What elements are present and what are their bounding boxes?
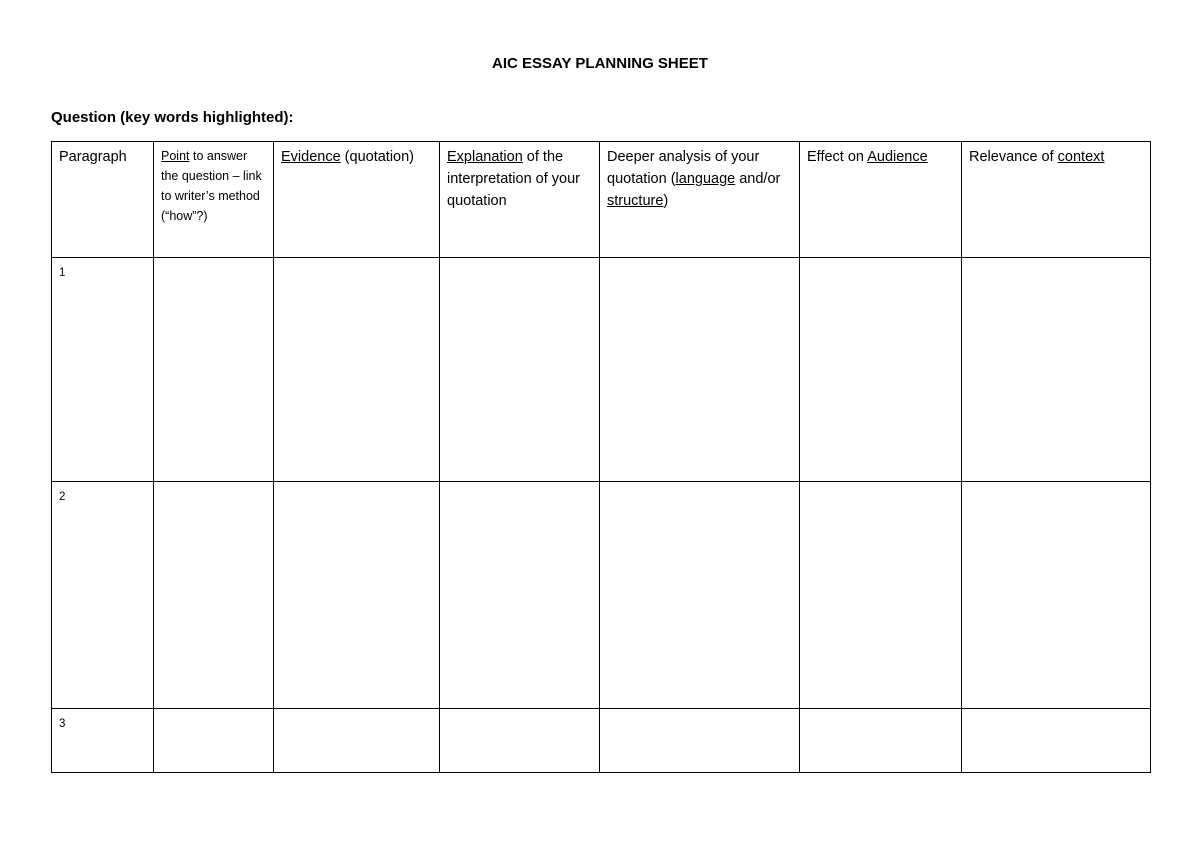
row-number: 1 xyxy=(52,258,154,482)
table-cell[interactable] xyxy=(800,482,962,709)
header-explanation: Explanation of the interpretation of your quotation xyxy=(440,142,600,258)
table-cell[interactable] xyxy=(274,709,440,773)
table-cell[interactable] xyxy=(154,709,274,773)
table-cell[interactable] xyxy=(600,709,800,773)
table-cell[interactable] xyxy=(440,709,600,773)
table-cell[interactable] xyxy=(274,258,440,482)
table-cell[interactable] xyxy=(600,482,800,709)
table-row xyxy=(52,258,1151,482)
header-point: Point to answer the question – link to writer’s method (“how”?) xyxy=(154,142,274,258)
table-row xyxy=(52,709,1151,773)
planning-table xyxy=(51,141,1151,773)
header-paragraph: Paragraph xyxy=(52,142,154,258)
header-relevance-of-context: Relevance of context xyxy=(962,142,1151,258)
header-deeper-analysis: Deeper analysis of your quotation (language and/or structure) xyxy=(600,142,800,258)
table-cell[interactable] xyxy=(800,258,962,482)
table-cell[interactable] xyxy=(154,258,274,482)
question-label: Question (key words highlighted): xyxy=(51,109,294,126)
row-number: 2 xyxy=(52,482,154,709)
table-cell[interactable] xyxy=(440,482,600,709)
row-number: 3 xyxy=(52,709,154,773)
table-cell[interactable] xyxy=(440,258,600,482)
table-cell[interactable] xyxy=(962,709,1151,773)
table-row xyxy=(52,482,1151,709)
header-row xyxy=(52,142,1151,258)
table-cell[interactable] xyxy=(274,482,440,709)
header-effect-on-audience: Effect on Audience xyxy=(800,142,962,258)
table-cell[interactable] xyxy=(962,482,1151,709)
page-title: AIC ESSAY PLANNING SHEET xyxy=(492,55,708,72)
table-cell[interactable] xyxy=(600,258,800,482)
table-cell[interactable] xyxy=(800,709,962,773)
table-cell[interactable] xyxy=(962,258,1151,482)
header-evidence: Evidence (quotation) xyxy=(274,142,440,258)
table-cell[interactable] xyxy=(154,482,274,709)
